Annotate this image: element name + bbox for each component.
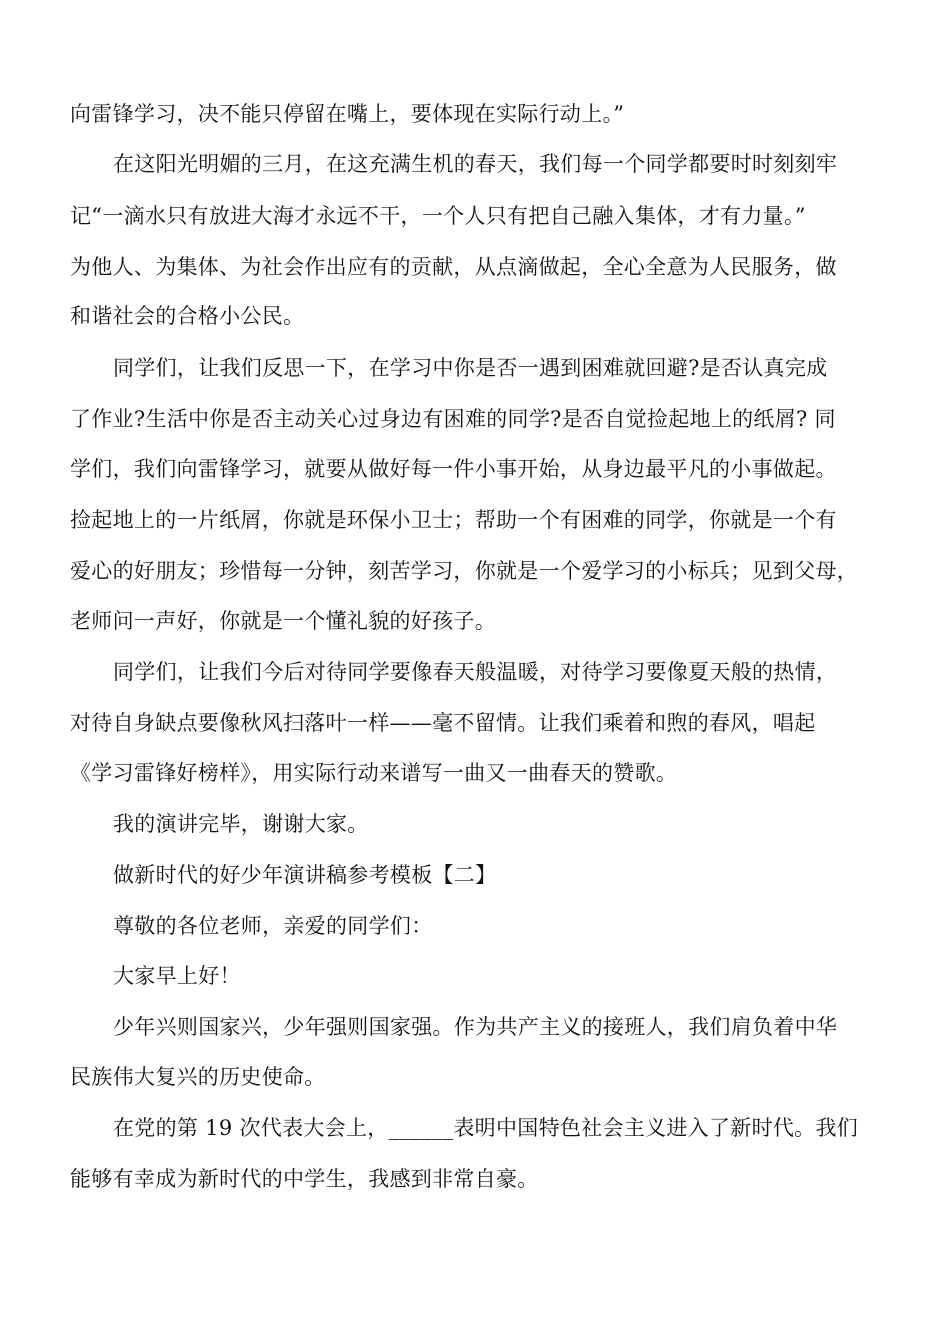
text-line: 为他人、为集体、为社会作出应有的贡献，从点滴做起，全心全意为人民服务，做 <box>70 255 837 279</box>
text-line: 能够有幸成为新时代的中学生，我感到非常自豪。 <box>70 1167 539 1191</box>
section-heading: 做新时代的好少年演讲稿参考模板【二】 <box>113 863 497 887</box>
paragraph-first-line: 在党的第 19 次代表大会上，______表明中国特色社会主义进入了新时代。我们 <box>113 1116 859 1140</box>
paragraph-first-line: 同学们，让我们今后对待同学要像春天般温暖，对待学习要像夏天般的热情， <box>113 660 838 684</box>
paragraph-first-line: 少年兴则国家兴，少年强则国家强。作为共产主义的接班人，我们肩负着中华 <box>113 1015 838 1039</box>
text-line: 民族伟大复兴的历史使命。 <box>70 1065 326 1089</box>
greeting: 大家早上好！ <box>113 964 241 988</box>
text-line: 和谐社会的合格小公民。 <box>70 304 305 328</box>
paragraph-first-line: 我的演讲完毕，谢谢大家。 <box>113 812 369 836</box>
paragraph-first-line: 在这阳光明媚的三月，在这充满生机的春天，我们每一个同学都要时时刻刻牢 <box>113 152 838 176</box>
paragraph-first-line: 同学们，让我们反思一下，在学习中你是否一遇到困难就回避?是否认真完成 <box>113 356 828 380</box>
salutation: 尊敬的各位老师，亲爱的同学们： <box>113 914 433 938</box>
text-line: 《学习雷锋好榜样》，用实际行动来谱写一曲又一曲春天的赞歌。 <box>70 761 678 785</box>
text-line: 了作业?生活中你是否主动关心过身边有困难的同学?是否自觉捡起地上的纸屑? 同 <box>70 407 836 431</box>
text-line: 对待自身缺点要像秋风扫落叶一样——毫不留情。让我们乘着和煦的春风，唱起 <box>70 711 816 735</box>
text-line: 捡起地上的一片纸屑，你就是环保小卫士；帮助一个有困难的同学，你就是一个有 <box>70 508 837 532</box>
text-line: 记“一滴水只有放进大海才永远不干，一个人只有把自己融入集体，才有力量。” <box>70 204 806 228</box>
text-line: 学们，我们向雷锋学习，就要从做好每一件小事开始，从身边最平凡的小事做起。 <box>70 457 837 481</box>
text-line: 向雷锋学习，决不能只停留在嘴上，要体现在实际行动上。” <box>70 102 625 126</box>
text-line: 爱心的好朋友；珍惜每一分钟，刻苦学习，你就是一个爱学习的小标兵；见到父母， <box>70 559 859 583</box>
text-line: 老师问一声好，你就是一个懂礼貌的好孩子。 <box>70 609 496 633</box>
